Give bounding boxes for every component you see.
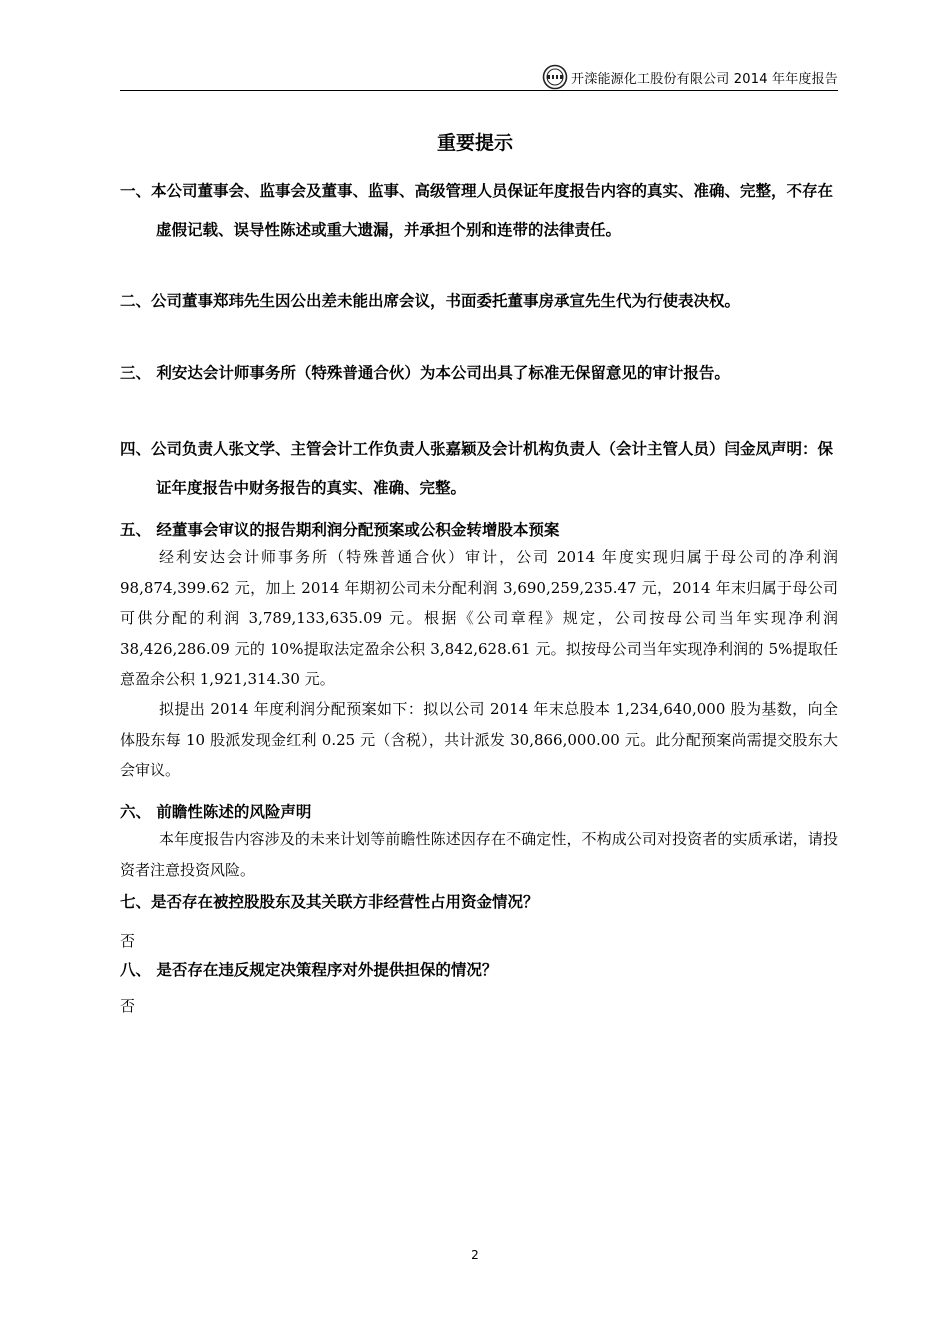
notice-1: 一、本公司董事会、监事会及董事、监事、高级管理人员保证年度报告内容的真实、准确、完整，不存在虚假记载、误导性陈述或重大遗漏，并承担个别和连带的法律责任。 [120, 182, 834, 239]
section6-para: 本年度报告内容涉及的未来计划等前瞻性陈述因存在不确定性，不构成公司对投资者的实质承诺，请投资者注意投资风险。 [120, 830, 838, 879]
notice-4: 四、公司负责人张文学、主管会计工作负责人张嘉颖及会计机构负责人（会计主管人员）闫金凤声明：保证年度报告中财务报告的真实、准确、完整。 [120, 440, 834, 497]
notice-3: 三、 利安达会计师事务所（特殊普通合伙）为本公司出具了标准无保留意见的审计报告。 [120, 364, 730, 382]
header-right [542, 64, 838, 90]
page-title: 重要提示 [436, 132, 513, 154]
company-logo-icon [542, 64, 568, 90]
section8-answer: 否 [120, 997, 136, 1015]
page-number: 2 [471, 1248, 479, 1262]
section5-heading: 五、 经董事会审议的报告期利润分配预案或公积金转增股本预案 [120, 521, 560, 539]
section8-heading: 八、 是否存在违反规定决策程序对外提供担保的情况？ [120, 961, 498, 979]
notice-2: 二、公司董事郑玮先生因公出差未能出席会议，书面委托董事房承宣先生代为行使表决权。 [120, 292, 741, 310]
page-header [120, 64, 838, 91]
section7-answer: 否 [120, 932, 136, 950]
section5-para2: 拟提出 2014 年度利润分配预案如下：拟以公司 2014 年末总股本 1,234,640,000 股为基数，向全体股东每 10 股派发现金红利 0.25 元（含税），共计派发 30,866,000.00 元。此分配预案尚需提交股东大会审议。 [120, 700, 838, 779]
header-company-report: 开滦能源化工股份有限公司 2014 年年度报告 [571, 71, 838, 87]
section6-heading: 六、 前瞻性陈述的风险声明 [120, 803, 312, 821]
section5-para1: 经利安达会计师事务所（特殊普通合伙）审计，公司 2014 年度实现归属于母公司的净利润 98,874,399.62 元，加上 2014 年期初公司未分配利润 3,690,259,235.47 元，2014 年末归属于母公司可供分配的利润 3,789,133,635.09 元。根据《公司章程》规定，公司按母公司当年实现净利润 38,426,286.09 元的 10%提取法定盈余公积 3,842,628.61 元。拟按母公司当年实现净利润的 5%提取任意盈余公积 1,921,314.30 元。 [120, 548, 838, 688]
section7-heading: 七、是否存在被控股股东及其关联方非经营性占用资金情况？ [120, 893, 539, 911]
